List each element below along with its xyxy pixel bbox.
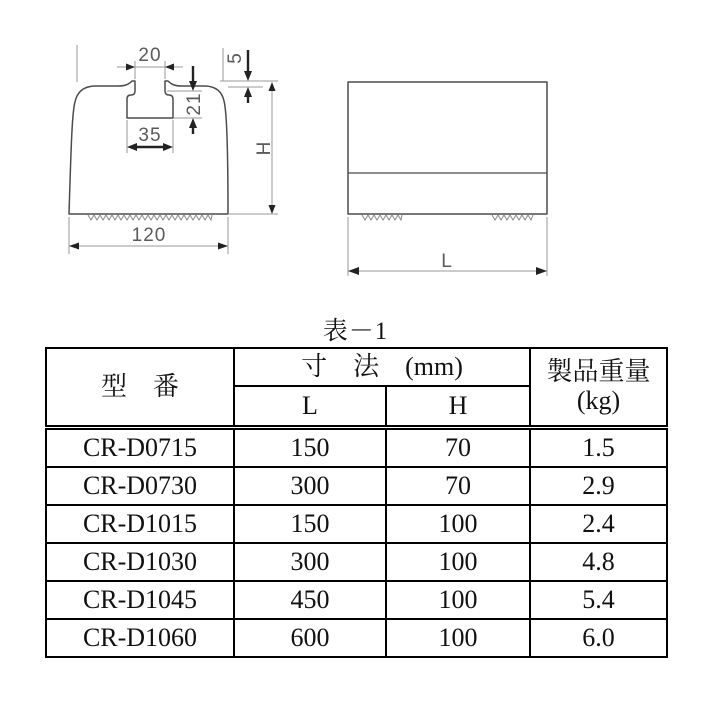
col-header-dimensions: 寸 法 (mm) xyxy=(234,348,530,386)
cell-l: 600 xyxy=(234,619,386,657)
side-view-drawing xyxy=(348,82,547,276)
cell-h: 70 xyxy=(386,428,530,468)
cell-h: 100 xyxy=(386,543,530,581)
front-view-drawing xyxy=(69,45,278,254)
cell-model: CR-D1045 xyxy=(46,581,234,619)
cell-weight: 1.5 xyxy=(530,428,667,468)
table-row xyxy=(46,428,667,468)
table-row xyxy=(46,581,667,619)
spec-table xyxy=(45,347,668,658)
cell-model: CR-D0715 xyxy=(46,428,234,468)
cell-l: 150 xyxy=(234,428,386,468)
dim-slot-width xyxy=(127,120,173,153)
col-header-model: 型 番 xyxy=(46,348,234,428)
cell-weight: 4.8 xyxy=(530,543,667,581)
side-pad-right xyxy=(492,215,533,220)
dim-label-21: 21 xyxy=(184,92,205,116)
table-title: 表－1 xyxy=(322,318,389,345)
cell-model: CR-D0730 xyxy=(46,467,234,505)
cell-h: 100 xyxy=(386,619,530,657)
dim-length-l xyxy=(348,217,547,276)
dim-base-width xyxy=(69,217,228,254)
dim-label-35: 35 xyxy=(138,125,162,146)
col-header-l: L xyxy=(234,386,386,428)
cell-model: CR-D1030 xyxy=(46,543,234,581)
cell-weight: 2.9 xyxy=(530,467,667,505)
table-row xyxy=(46,619,667,657)
dim-label-5: 5 xyxy=(225,52,246,64)
dim-label-120: 120 xyxy=(131,225,167,246)
dim-lip-height xyxy=(220,48,278,103)
cell-h: 100 xyxy=(386,581,530,619)
cell-l: 300 xyxy=(234,543,386,581)
cell-model: CR-D1015 xyxy=(46,505,234,543)
side-pad-left xyxy=(362,215,402,220)
technical-drawings xyxy=(0,0,701,310)
cell-l: 450 xyxy=(234,581,386,619)
dim-label-20: 20 xyxy=(138,45,162,66)
col-header-weight xyxy=(530,348,667,428)
col-header-h: H xyxy=(386,386,530,428)
table-row xyxy=(46,543,667,581)
table-row xyxy=(46,467,667,505)
dim-height-h xyxy=(228,82,278,214)
table-row xyxy=(46,505,667,543)
cell-h: 100 xyxy=(386,505,530,543)
cell-weight: 2.4 xyxy=(530,505,667,543)
cell-l: 300 xyxy=(234,467,386,505)
header-row-group xyxy=(46,348,667,386)
cell-weight: 6.0 xyxy=(530,619,667,657)
col-header-weight-line2: (kg) xyxy=(576,386,621,415)
cell-h: 70 xyxy=(386,467,530,505)
cell-weight: 5.4 xyxy=(530,581,667,619)
cell-l: 150 xyxy=(234,505,386,543)
dim-label-h: H xyxy=(254,140,275,156)
dim-label-l: L xyxy=(441,251,453,272)
side-outline xyxy=(348,82,547,214)
dim-top-opening xyxy=(117,45,183,79)
front-base-serration xyxy=(88,215,212,220)
cell-model: CR-D1060 xyxy=(46,619,234,657)
col-header-weight-line1: 製品重量 xyxy=(546,357,651,387)
